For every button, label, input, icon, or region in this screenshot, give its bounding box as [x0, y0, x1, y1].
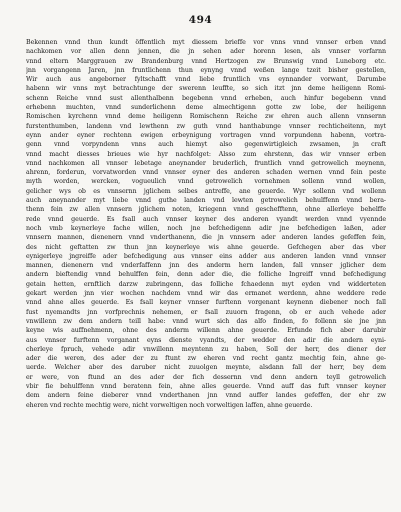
text-line: mannen, dienenern vnd vnderfaffenn jnn des anderm hern landen, fall vnnser jglicher dem	[26, 262, 386, 270]
body-text	[26, 38, 386, 410]
text-line: furstenthumben, landenn vnd lewthenn zw guth vnnd hanthabunge vnnser rechticheitenn, myt	[26, 122, 386, 130]
text-line: rede vnnd geuerde. Es fsall auch vnnser keyner des anderen vyandt werden vnnd vyennde	[26, 215, 386, 223]
text-line: genn vnnd vorpyndenn vnns auch hiemyt also gegenwirtigleich zwsamen, jn craft	[26, 141, 386, 149]
text-line: auch aneynander myt liebe vnnd guthe landen vnd lewten getrowelich behulffenn vnnd bera-	[26, 197, 386, 205]
text-line: noch vmb keynerleye fache willen, noch jne befchedigenn adir jne befchedigen laßen, ader	[26, 224, 386, 232]
text-line: getain hetten, ernftlich darzw zubringenn, das folliche fchaedenn myt eyden vnd widderteten	[26, 280, 386, 288]
text-line: Bekennen vnnd thun kundt öffentlich myt diessem brieffe vor vnns vnnd vnnser erben vnnd	[26, 39, 386, 46]
text-line: myth worden, wercken, vogueulich vnnd getrowelich vornehmen sollenn vnnd wollen,	[26, 178, 386, 186]
text-line: vnnsern mannen, dienenern vnnd vnderthanenn, die jn vnnsern ader anderen landes gefeffen fein,	[26, 234, 386, 242]
text-line: cherleye fpruch, vehede adir vnwillenn meyntenn zu haben, Soll der herr, des diener der	[26, 345, 386, 353]
text-line: aus vnnser furftenn vorganant eyns dienste vyandts, der wedder den adir die andern eyni-	[26, 336, 386, 344]
text-line: vnwillenn zw dem andern teill habe: vnnd wurt sich das alfo finden, fo follenn sie jne jnn	[26, 317, 386, 325]
text-line: vbir fie behulffenn vnnd beratenn fein, ahne alles geuerde. Vnnd auff das fuft vnnser keyner	[26, 382, 386, 390]
text-line: fust nyemandts jnn vorfprechnis nehemen, er fsall zuuorn fragenn, ob er auch vehede ader	[26, 308, 386, 316]
text-line: habenn wir vnns myt betrachtunge der swerenn leuffte, so sich itzt jnn deme heiligenn Romi-	[26, 85, 386, 93]
text-line: er were, von ftund an des ader der fich dessernn vnd denn andern teyll getrowelich	[26, 373, 386, 381]
text-line: uerde. Welcher aber des daruber nicht zuuolgen meynte, alsdann fall der herr, bey dem	[26, 364, 386, 372]
text-line: vnnd macht diesses brieues wie hyr nachfolget: Alsso zum ehrstenn, das wir vnnser erben	[26, 150, 386, 158]
text-line: schenn Reiche vnnd sust allenthalbenn begebenn vnnd erheben, auch hinfur begebenn vnnd	[26, 94, 386, 102]
text-line: jnn vorgangenn Jaren, jnn fruntlichenn thun eynyng vnnd weßen lange tzeit bisher gestellen,	[26, 66, 386, 74]
text-line: ader die weren, des ader der zu ftunt zw eheren vnd recht gantz mechtig fein, ahne ge-	[26, 355, 386, 363]
text-line: eheren vnd rechte mechtig were, nicht vorweltigen noch vorweltigen laffen, ahne geuerde.	[26, 401, 313, 409]
text-line: keyne wis auffnehmenn, ohne des anderm willenn ahne geuerde. Erfunde fich aber darubir	[26, 327, 386, 335]
page-number: 494	[188, 14, 213, 26]
text-line: dem andern feine dieberer vnnd vnderthanen jnn vnnd auffer landes gefeffen, der ehr zw	[26, 392, 386, 400]
text-line: thenn fein zw allen vnnsern jglichem noten, kriegenn vnnd geschefftenn, ohne allerleye behelffe	[26, 206, 386, 214]
text-line: vnnd eltern Marggrauen zw Brandenburg vnnd Hertzogen zw Brunswig vnnd Luneborg etc.	[26, 57, 386, 65]
text-line: eynn ander eyner rechtenn ewigen erbeynigung vortragen vnnd vorpundenn habenn, vortra-	[26, 131, 386, 139]
text-line: Wir auch aus angeborner fyltschafft vnnd liebe fruntlich vns eynnander vorwant, Darumbe	[26, 76, 386, 84]
text-line: Romischen kyrchenn vnnd deme heiligenn Romischenn Reiche zw ehren auch allenn vnnsernn	[26, 113, 386, 121]
text-line: vnnd ahne alles geuerde. Es fsall keyner vnnser furftenn vorgenant keynenn diebener noch fall	[26, 299, 386, 307]
text-line: vnnd nachkomen all vnnser lebetage aneynander bruderlich, fruntlich vnnd getrowelich meynenn,	[26, 159, 386, 167]
text-line: nachkomen vor allen denn jennen, die jn sehen ader horenn lesen, als vnnser vorfarnn	[26, 48, 386, 56]
text-line: eynigerleye jngreiffe ader befchedigung aus vnnser eins adder aus anderen landen vnnd vnnser	[26, 252, 386, 260]
text-line: gelicher wys ob es vnnsernn jglichem selbes antreffe, ane geuerde. Wyr sollenn vnd wollenn	[26, 187, 386, 195]
text-line: erhebenn muchten, vnnd sunderlichenn deme almechtigenn gotte zw lobe, der heiligenn	[26, 104, 386, 112]
text-line: ahrenn, forderun, vorvatworden vnnd vnnser eyner des anderen schaden wernen vnnd fein peste	[26, 169, 386, 177]
text-line: gekart werden jnn vier wochen nachdem vnnd wir das ermanet werdenn, ahne weddere rede	[26, 290, 386, 298]
text-line: des nicht geftatten zw thun jnn keynerleye wis ahne geuerde. Gefchegen aber das vber	[26, 243, 386, 251]
text-line: andern bieftendig vnnd behulffen fein, denn ader die, die folliche Ingreiff vnnd befchedigung	[26, 271, 386, 279]
